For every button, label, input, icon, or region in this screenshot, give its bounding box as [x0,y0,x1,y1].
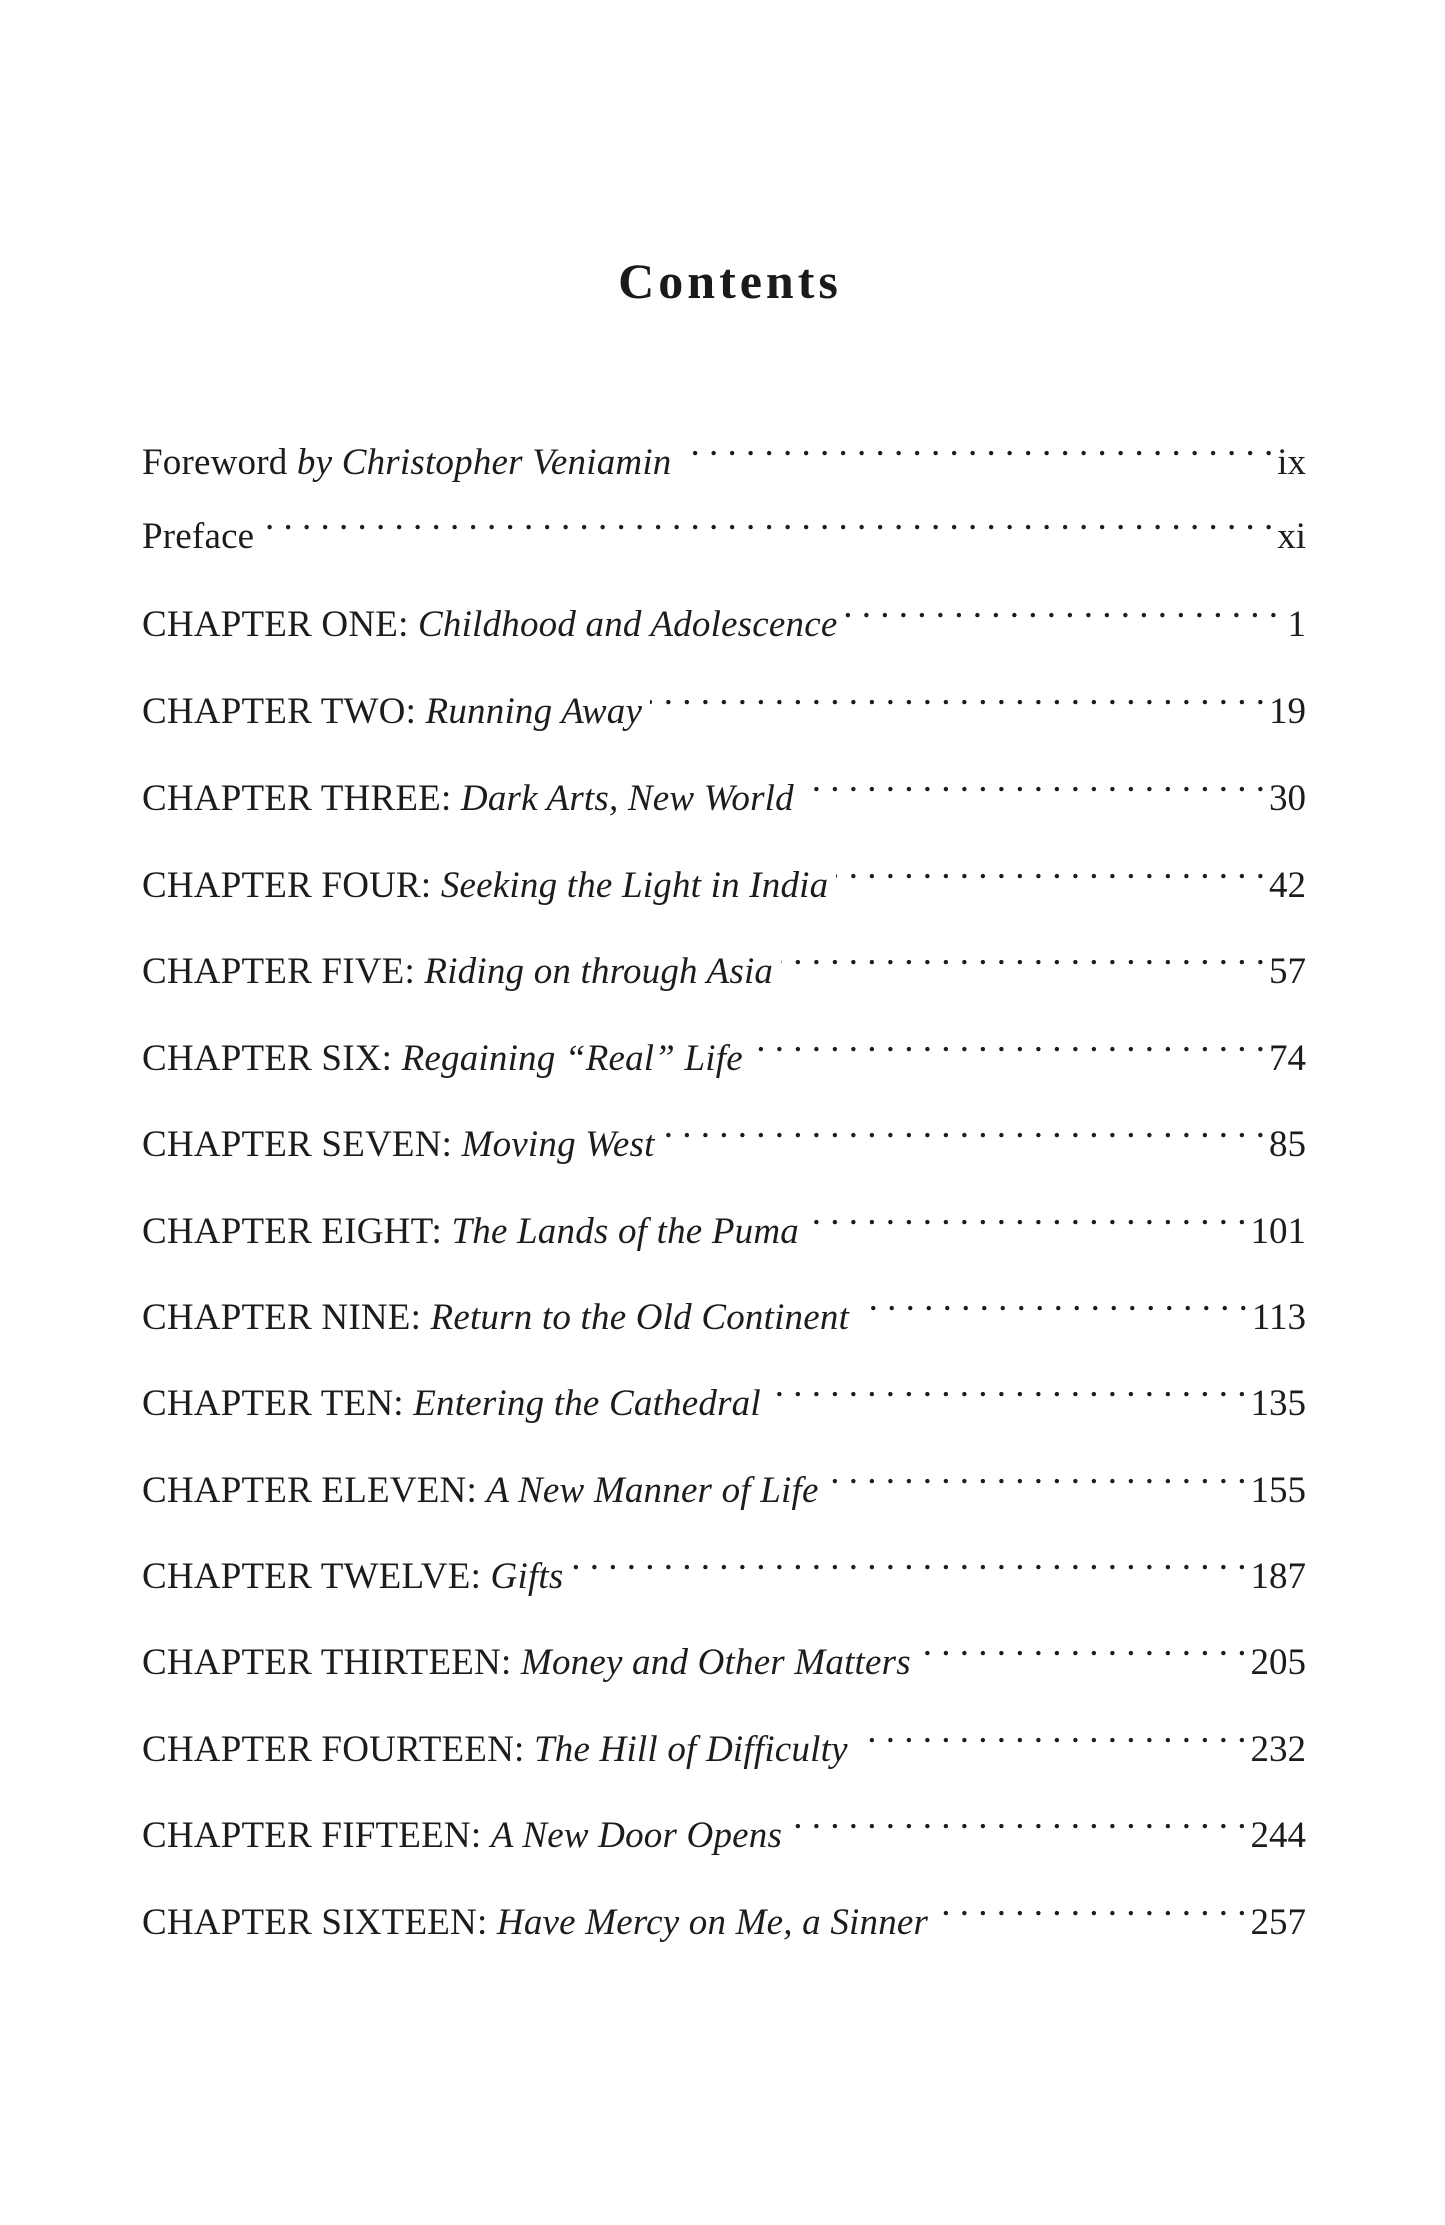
toc-entry[interactable] [142,1096,1306,1165]
toc-entry-label [142,1633,911,1693]
toc-entry-label [142,769,794,829]
toc-entry-label [142,682,642,742]
toc-entry-subtitle: Dark Arts, New World [460,778,794,819]
toc-entry-prefix: CHAPTER ONE: [142,604,418,645]
toc-entry-subtitle: Money and Other Matters [520,1642,911,1683]
toc-page-number: 85 [1269,1124,1306,1165]
toc-entry-label [142,1893,928,1953]
toc-entry-label [142,595,837,655]
toc-entry[interactable] [142,1528,1306,1597]
toc-entry-subtitle: Running Away [425,691,643,732]
dot-leader [807,1183,1247,1243]
dot-leader [845,576,1278,636]
toc-entry-subtitle: Childhood and Adolescence [418,604,838,645]
dot-leader [836,837,1265,897]
toc-page-number: 30 [1269,778,1306,819]
toc-entry[interactable] [142,1442,1306,1511]
toc-entry-label [142,507,254,567]
toc-entry-prefix: CHAPTER TWELVE: [142,1556,491,1597]
toc-entry-label [142,1288,849,1348]
toc-entry[interactable] [142,576,1306,645]
toc-entry[interactable] [142,750,1306,819]
toc-entry[interactable] [142,1183,1306,1252]
dot-leader [663,1096,1265,1156]
toc-entry-prefix: CHAPTER SIX: [142,1038,402,1079]
toc-entry[interactable] [142,1701,1306,1770]
toc-entry-subtitle: Regaining “Real” Life [401,1038,743,1079]
toc-entry[interactable] [142,1355,1306,1424]
toc-page-number: 244 [1250,1815,1306,1856]
dot-leader [856,1701,1247,1761]
toc-entry-label [142,942,773,1002]
toc-entry[interactable] [142,837,1306,906]
toc-entry-prefix: CHAPTER FIFTEEN: [142,1815,491,1856]
toc-entry-label [142,1115,655,1175]
toc-entry-prefix: CHAPTER ELEVEN: [142,1470,487,1511]
toc-entry[interactable] [142,1010,1306,1079]
toc-entry-label [142,1461,819,1521]
toc-page-number: 205 [1250,1642,1306,1683]
toc-entry-prefix: CHAPTER THIRTEEN: [142,1642,521,1683]
toc-entry-prefix: CHAPTER FOUR: [142,865,441,906]
toc-page-number: 113 [1251,1297,1306,1338]
toc-entry-subtitle: Return to the Old Continent [430,1297,850,1338]
toc-entry-prefix: CHAPTER FIVE: [142,951,425,992]
dot-leader [650,663,1265,723]
toc-entry[interactable] [142,414,1306,483]
toc-entry-subtitle: Riding on through Asia [424,951,774,992]
toc-entry-prefix: CHAPTER NINE: [142,1297,431,1338]
toc-entry-subtitle: Have Mercy on Me, a Sinner [496,1902,929,1943]
page-title: Contents [618,253,842,309]
dot-leader [262,488,1273,548]
dot-leader [769,1355,1247,1415]
toc-page-number: 257 [1250,1902,1306,1943]
toc-entry-label [142,433,672,493]
toc-entry-subtitle: A New Door Opens [490,1815,783,1856]
toc-page-number: 42 [1269,865,1306,906]
toc-page-number: 101 [1250,1211,1306,1252]
toc-page-number: 232 [1250,1729,1306,1770]
toc-page-number: ix [1277,442,1306,483]
toc-entry-subtitle: Moving West [461,1124,655,1165]
toc-entry[interactable] [142,1614,1306,1683]
dot-leader [827,1442,1247,1502]
dot-leader [790,1787,1246,1847]
toc-page-number: xi [1277,516,1306,557]
toc-entry[interactable] [142,488,1306,557]
dot-leader [936,1874,1246,1934]
toc-entry-prefix: Preface [142,516,255,557]
toc-entry-label [142,1547,564,1607]
toc-entry-prefix: CHAPTER THREE: [142,778,461,819]
dot-leader [802,750,1265,810]
toc-entry-subtitle: by Christopher Veniamin [296,442,672,483]
toc-page-number: 155 [1250,1470,1306,1511]
dot-leader [919,1614,1247,1674]
toc-entry-prefix: CHAPTER SIXTEEN: [142,1902,497,1943]
toc-entry-prefix: CHAPTER EIGHT: [142,1211,452,1252]
toc-page-number: 187 [1250,1556,1306,1597]
toc-entry-label [142,1374,761,1434]
toc-entry-subtitle: Seeking the Light in India [440,865,829,906]
toc-entry[interactable] [142,1874,1306,1943]
dot-leader [572,1528,1247,1588]
toc-entry-label [142,856,828,916]
toc-entry-prefix: CHAPTER SEVEN: [142,1124,462,1165]
toc-entry-prefix: CHAPTER FOURTEEN: [142,1729,534,1770]
toc-entry-prefix: Foreword [142,442,297,483]
toc-entry-subtitle: A New Manner of Life [486,1470,819,1511]
toc-page-number: 19 [1269,691,1306,732]
dot-leader [781,923,1265,983]
toc-entry-prefix: CHAPTER TWO: [142,691,426,732]
toc-entry-prefix: CHAPTER TEN: [142,1383,414,1424]
toc-entry-label [142,1202,799,1262]
toc-entry-subtitle: The Hill of Difficulty [533,1729,848,1770]
toc-entry[interactable] [142,923,1306,992]
toc-entry-subtitle: Entering the Cathedral [413,1383,761,1424]
toc-page-number: 1 [1287,604,1306,645]
toc-page-number: 57 [1269,951,1306,992]
dot-leader [680,414,1274,474]
toc-entry-subtitle: The Lands of the Puma [451,1211,799,1252]
toc-entry[interactable] [142,663,1306,732]
dot-leader [751,1010,1265,1070]
toc-entry-label [142,1806,782,1866]
toc-entry[interactable] [142,1269,1306,1338]
toc-entry-subtitle: Gifts [490,1556,564,1597]
toc-entry[interactable] [142,1787,1306,1856]
toc-page-number: 74 [1269,1038,1306,1079]
toc-page-number: 135 [1250,1383,1306,1424]
dot-leader [857,1269,1248,1329]
toc-entry-label [142,1720,848,1780]
toc-entry-label [142,1029,743,1089]
